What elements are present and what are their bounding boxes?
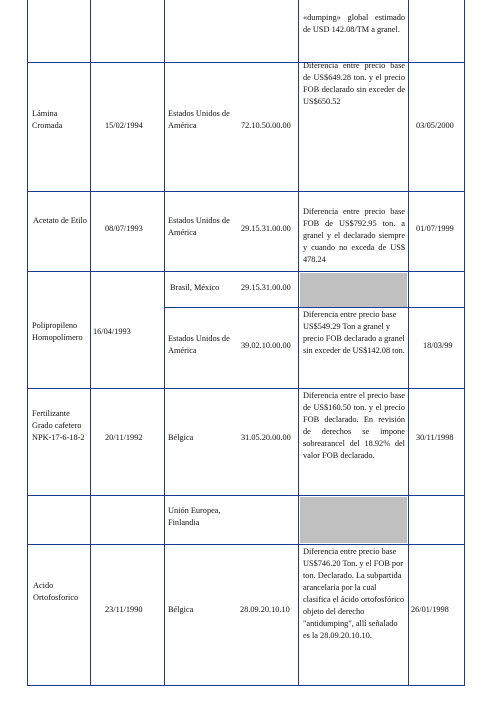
product-cell: Lámina Cromada xyxy=(32,109,63,130)
date-cell: 20/11/1992 xyxy=(105,433,143,442)
tariff-cell: 28.09.20.10.10 xyxy=(240,605,290,614)
country-cell: Bélgica xyxy=(168,605,194,614)
product-cell: Fertilizante Grado cafetero NPK-17-6-18-2 xyxy=(32,409,85,442)
tariff-cell: 29.15.31.00.00 xyxy=(241,224,291,233)
end-date-cell: 26/01/1998 xyxy=(411,605,449,614)
tariff-cell: 29.15.31.00.00 xyxy=(241,283,291,292)
data-table xyxy=(27,0,465,686)
country-cell: Brasil, México xyxy=(170,283,220,292)
tariff-cell: 72.10.50.00.00 xyxy=(241,121,291,130)
end-date-cell: 01/07/1999 xyxy=(416,224,454,233)
row-divider xyxy=(27,191,465,192)
row-divider xyxy=(27,685,465,686)
product-cell: Polipropileno Homopolímero xyxy=(32,321,83,342)
end-date-cell: 18/03/99 xyxy=(423,341,453,350)
remarks-cell: Diferencia entre precio base FOB de US$792.95 ton. a granel y el declarado siempre y cuando no exceda de US$ 478.24 xyxy=(303,207,405,264)
tariff-cell: 31.05.20.00.00 xyxy=(241,433,291,442)
grid-line xyxy=(464,0,465,686)
country-cell: Estados Unidos de América xyxy=(168,216,230,237)
empty-shaded-cell xyxy=(300,273,407,307)
end-date-cell: 30/11/1998 xyxy=(416,433,454,442)
remarks-cell: Diferencia entre el precio base de US$160.50 ton. y el precio FOB declarado. En revisión de derechos se impone sobrearancel del 18.92% del valor FOB declarado. xyxy=(303,391,405,460)
row-divider xyxy=(27,495,465,496)
row-divider xyxy=(164,307,465,308)
date-cell: 15/02/1994 xyxy=(105,121,143,130)
tariff-cell: 39.02.10.00.00 xyxy=(241,341,291,350)
product-cell: Acetato de Etilo xyxy=(33,216,87,225)
date-cell: 16/04/1993 xyxy=(93,327,131,336)
country-cell: Estados Unidos de América xyxy=(168,334,230,355)
empty-shaded-cell xyxy=(300,497,407,543)
row-divider xyxy=(27,544,465,545)
product-cell: Acido Ortofosforico xyxy=(33,581,79,602)
row-divider xyxy=(27,388,465,389)
remarks-cell: «dumping» global estimado de USD 142.08/TM a granel. xyxy=(303,13,405,34)
end-date-cell: 03/05/2000 xyxy=(416,121,454,130)
date-cell: 08/07/1993 xyxy=(105,224,143,233)
country-cell: Estados Unidos de América xyxy=(168,109,230,130)
remarks-cell: Diferencia entre precio base US$746.20 Ton. y el FOB por ton. Declarado. La subpartida arancelaria por la cual clasifica el ácido ortofosfórico objeto del derecho "antidumping", allí señalado es la 28.09.20.10.10. xyxy=(303,547,405,640)
country-cell: Bélgica xyxy=(168,433,194,442)
country-cell: Unión Europea, Finlandia xyxy=(168,506,221,527)
date-cell: 23/11/1990 xyxy=(105,605,143,614)
grid-line xyxy=(27,0,28,686)
remarks-cell: Diferencia entre precio base de US$649.28 ton. y el precio FOB declarado sin exceder de US$650.52 xyxy=(303,61,405,106)
remarks-cell: Diferencia entre precio base US$549.29 Ton a granel y precio FOB declarado a granel sin exceder de US$142.08 ton. xyxy=(303,310,405,355)
grid-line xyxy=(408,0,409,686)
row-divider xyxy=(27,271,465,272)
grid-line xyxy=(164,0,165,686)
